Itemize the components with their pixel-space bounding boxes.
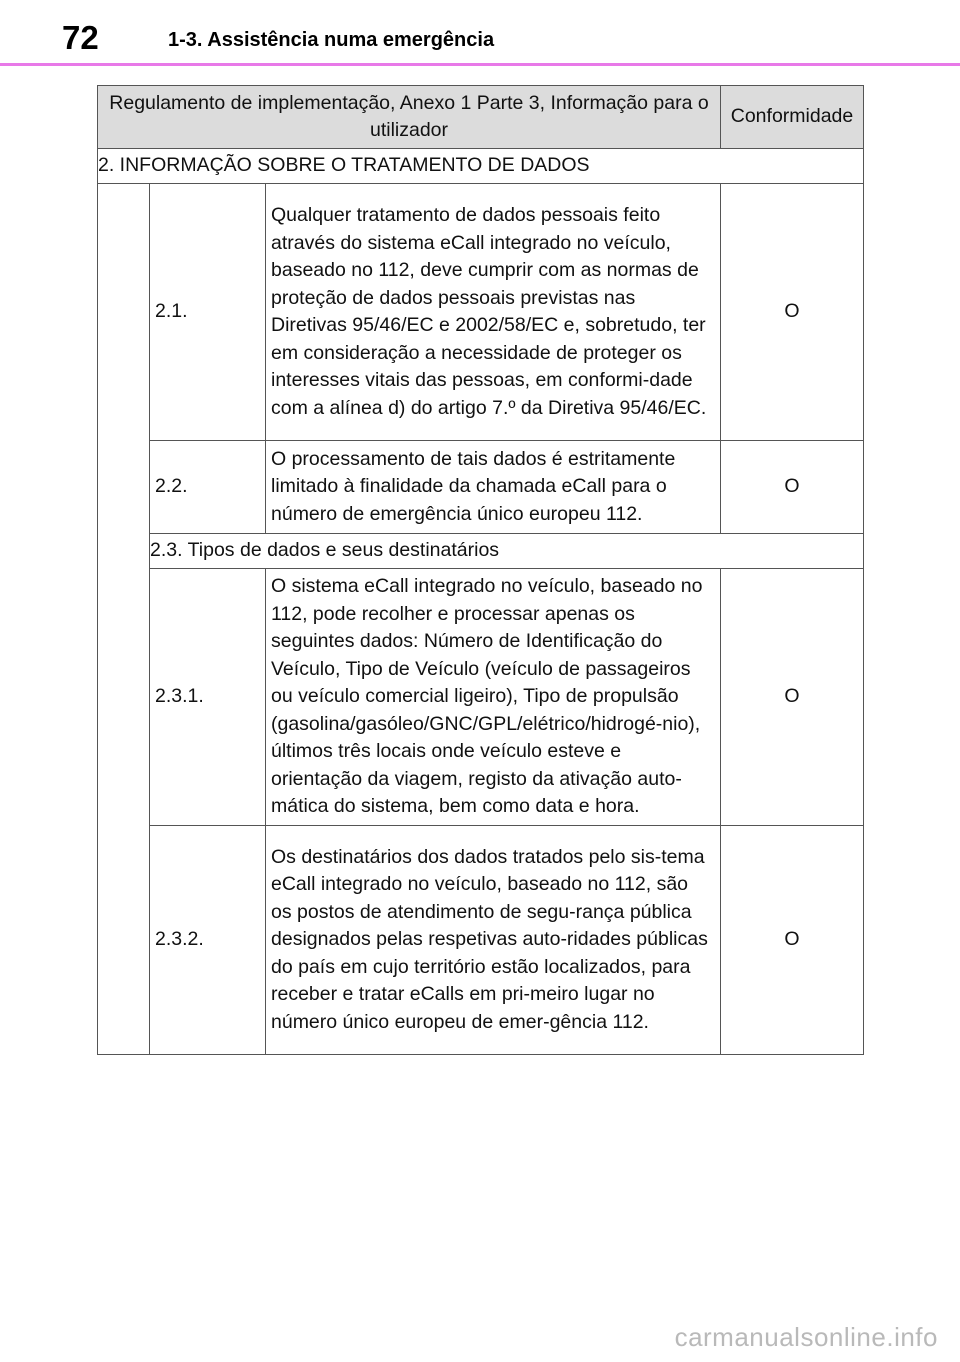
row-number: 2.3.2.	[150, 826, 266, 1055]
page-number: 72	[62, 19, 99, 56]
table-row	[98, 184, 864, 441]
table-row	[98, 569, 864, 826]
header-regulation: Regulamento de implementação, Anexo 1 Parte 3, Informação para o utilizador	[98, 86, 721, 149]
row-text: O processamento de tais dados é estritamente limitado à finalidade da chamada eCall para o número de emergência único europeu 112.	[266, 441, 721, 534]
subsection-heading: 2.3. Tipos de dados e seus destinatários	[150, 534, 864, 569]
row-conformity: O	[721, 441, 864, 534]
table-header-row	[98, 86, 864, 149]
page-header	[0, 0, 960, 66]
section-heading: 2. INFORMAÇÃO SOBRE O TRATAMENTO DE DADOS	[98, 149, 864, 184]
section-row-2-3	[98, 534, 864, 569]
header-divider	[0, 63, 960, 66]
section-row-2	[98, 149, 864, 184]
watermark: carmanualsonline.info	[674, 1322, 938, 1352]
row-text: O sistema eCall integrado no veículo, baseado no 112, pode recolher e processar apenas os seguintes dados: Número de Identificação do Veículo, Tipo de Veículo (veículo de passageiros ou veículo comercial ligeiro), Tipo de propulsão (gasolina/gasóleo/GNC/GPL/elétrico/hidrogé-nio), últimos três locais onde veículo esteve e orientação da viagem, registo da ativação auto-mática do sistema, bem como data e hora.	[266, 569, 721, 826]
table-row	[98, 441, 864, 534]
row-text: Os destinatários dos dados tratados pelo sis-tema eCall integrado no veículo, baseado no 112, são os postos de atendimento de segu-rança pública designados pelas respetivas auto-ridades públicas do país em cujo território estão localizados, para receber e tratar eCalls em pri-meiro lugar no número único europeu de emer-gência 112.	[266, 826, 721, 1055]
row-conformity: O	[721, 184, 864, 441]
row-conformity: O	[721, 826, 864, 1055]
row-text: Qualquer tratamento de dados pessoais feito através do sistema eCall integrado no veículo, baseado no 112, deve cumprir com as normas de proteção de dados pessoais previstas nas Diretivas 95/46/EC e 2002/58/EC e, sobretudo, ter em consideração a necessidade de proteger os interesses vitais das pessoas, em conformi-dade com a alínea d) do artigo 7.º da Diretiva 95/46/EC.	[266, 184, 721, 441]
row-number: 2.3.1.	[150, 569, 266, 826]
indent-cell	[98, 184, 150, 1055]
section-title: 1-3. Assistência numa emergência	[168, 29, 495, 51]
row-number: 2.2.	[150, 441, 266, 534]
row-conformity: O	[721, 569, 864, 826]
regulation-table	[97, 85, 864, 1055]
table-row	[98, 826, 864, 1055]
header-conformity: Conformidade	[721, 86, 864, 149]
row-number: 2.1.	[150, 184, 266, 441]
